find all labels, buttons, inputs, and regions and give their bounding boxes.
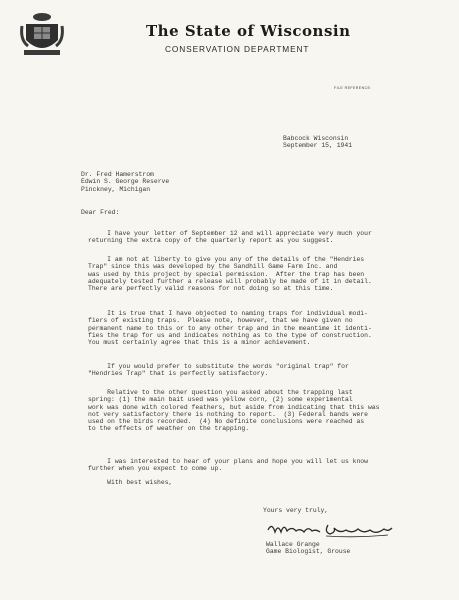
state-seal-icon [20,10,64,58]
signer-name: Wallace Grange [266,541,320,548]
body-paragraph-2: I am not at liberty to give you any of the details of the "Hendries Trap" since this was developed by the Sandhill Game Farm Inc. and was used by this project by special permission. After the trap has been adequately tested further a release will probably be made of it in detail. There are perfectly valid reasons for not doing so at this time. [88,256,372,293]
letterhead-department: CONSERVATION DEPARTMENT [165,44,310,54]
file-reference-label: FILE REFERENCE: [334,86,372,90]
letterhead-title: The State of Wisconsin [146,22,351,40]
body-paragraph-5: Relative to the other question you asked about the trapping last spring: (1) the main bait used was yellow corn, (2) some experimental work was done with colored feathers, but aside from indicating that this was not very satisfactory there is nothing to report. (3) Federal bands were used on the birds recorded. (4) No definite conclusions were reached as to the effects of weather on the trapping. [88,389,380,433]
salutation: Dear Fred: [81,209,120,216]
signature-block [266,541,350,556]
recipient-address [81,171,169,193]
place-date-block [283,135,352,150]
letter-date: September 15, 1941 [283,142,353,150]
signer-title: Game Biologist, Grouse [266,548,351,556]
recipient-line2: Edwin S. George Reserve [81,178,170,186]
body-paragraph-3: It is true that I have objected to naming traps for individual modi- fiers of existing traps. Please note, however, that we have given no permanent name to this or to any other trap and in the meantime it identi- fies the trap for us and indicates nothing as to the type of construction. You must certainly agree that this is a minor achievement. [88,310,372,347]
body-paragraph-6: I was interested to hear of your plans and hope you will let us know further when you expect to come up. [88,458,368,473]
body-paragraph-4: If you would prefer to substitute the words "original trap" for "Hendries Trap" that is perfectly satisfactory. [88,363,349,378]
handwritten-signature [266,520,396,542]
recipient-line3: Pinckney, Michigan [81,185,151,193]
best-wishes: With best wishes, [88,479,173,486]
complimentary-close: Yours very truly, [263,507,329,514]
recipient-name: Dr. Fred Hamerstrom [81,171,154,178]
letter-place: Babcock Wisconsin [283,135,349,142]
body-paragraph-1: I have your letter of September 12 and will appreciate very much your returning the extra copy of the quarterly report as you suggest. [88,230,372,245]
